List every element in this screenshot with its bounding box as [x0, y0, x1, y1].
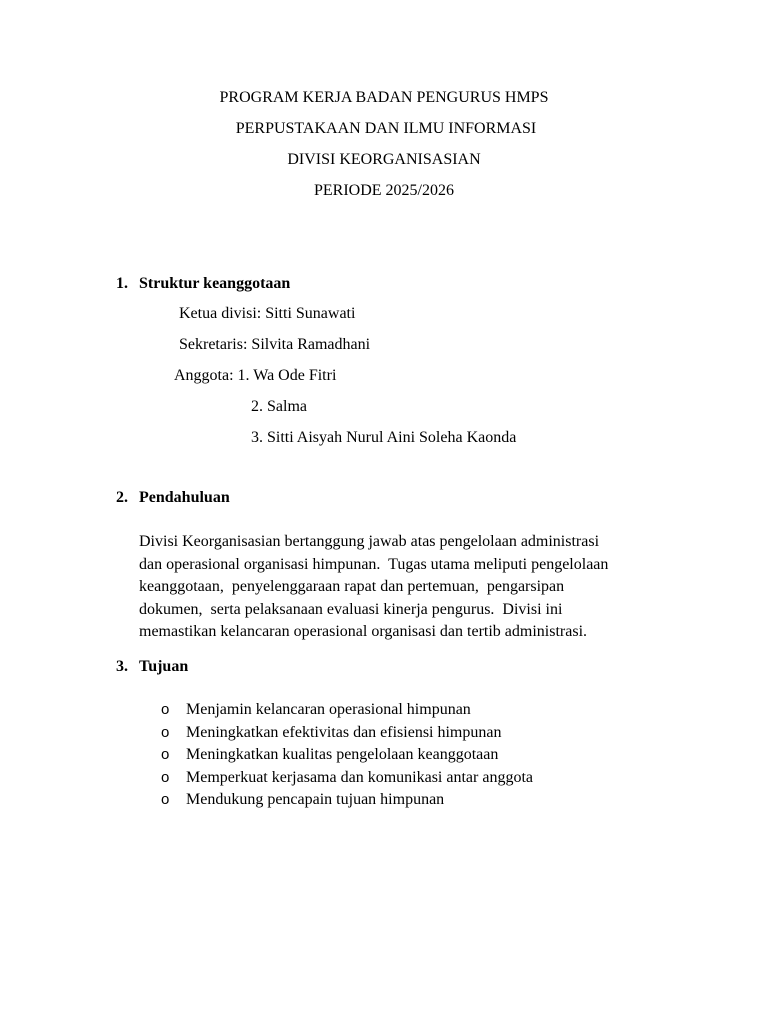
- section-number: 3.: [116, 658, 128, 675]
- member-line-anggota-1: Anggota: 1. Wa Ode Fitri: [174, 367, 337, 384]
- bullet-icon: o: [161, 791, 170, 808]
- list-item: [161, 699, 533, 722]
- section-heading-pendahuluan: [116, 488, 230, 508]
- list-item-text: Meningkatkan efektivitas dan efisiensi himpunan: [186, 723, 502, 741]
- section-heading-struktur: [116, 274, 290, 294]
- section-number: 1.: [116, 275, 128, 292]
- bullet-icon: o: [161, 701, 170, 718]
- section-number: 2.: [116, 489, 128, 506]
- bullet-icon: o: [161, 768, 170, 786]
- section-heading-tujuan: [116, 657, 188, 677]
- paragraph-line: keanggotaan, penyelenggaraan rapat dan pertemuan, pengarsipan: [139, 578, 565, 595]
- document-title-line-3: DIVISI KEORGANISASIAN: [287, 151, 481, 168]
- bullet-icon: o: [161, 723, 170, 741]
- paragraph-line: dan operasional organisasi himpunan. Tugas utama meliputi pengelolaan: [139, 555, 609, 573]
- list-item: [161, 789, 533, 812]
- paragraph-line: Divisi Keorganisasian bertanggung jawab atas pengelolaan administrasi: [139, 533, 600, 550]
- list-item-text: Memperkuat kerjasama dan komunikasi antar anggota: [186, 768, 533, 786]
- member-line-anggota-2: 2. Salma: [251, 398, 307, 415]
- pendahuluan-paragraph: [139, 531, 679, 644]
- member-line-ketua: Ketua divisi: Sitti Sunawati: [179, 305, 356, 322]
- list-item: [161, 767, 533, 790]
- list-item-text: Menjamin kelancaran operasional himpunan: [186, 701, 471, 718]
- list-item-text: Mendukung pencapain tujuan himpunan: [186, 791, 445, 808]
- paragraph-line: dokumen, serta pelaksanaan evaluasi kinerja pengurus. Divisi ini: [139, 600, 563, 618]
- document-title-line-2: PERPUSTAKAAN DAN ILMU INFORMASI: [235, 120, 537, 137]
- member-line-sekretaris: Sekretaris: Silvita Ramadhani: [179, 336, 371, 353]
- list-item: [161, 744, 533, 767]
- tujuan-list: [161, 699, 533, 812]
- document-title-line-4: PERIODE 2025/2026: [314, 182, 454, 199]
- bullet-icon: o: [161, 746, 170, 763]
- list-item-text: Meningkatkan kualitas pengelolaan keanggotaan: [186, 746, 499, 763]
- section-title: Struktur keanggotaan: [139, 275, 291, 292]
- paragraph-line: memastikan kelancaran operasional organisasi dan tertib administrasi.: [139, 623, 588, 640]
- section-title: Pendahuluan: [139, 489, 230, 506]
- list-item: [161, 722, 533, 745]
- section-title: Tujuan: [139, 658, 189, 675]
- document-title-line-1: PROGRAM KERJA BADAN PENGURUS HMPS: [219, 89, 549, 106]
- member-line-anggota-3: 3. Sitti Aisyah Nurul Aini Soleha Kaonda: [251, 429, 517, 446]
